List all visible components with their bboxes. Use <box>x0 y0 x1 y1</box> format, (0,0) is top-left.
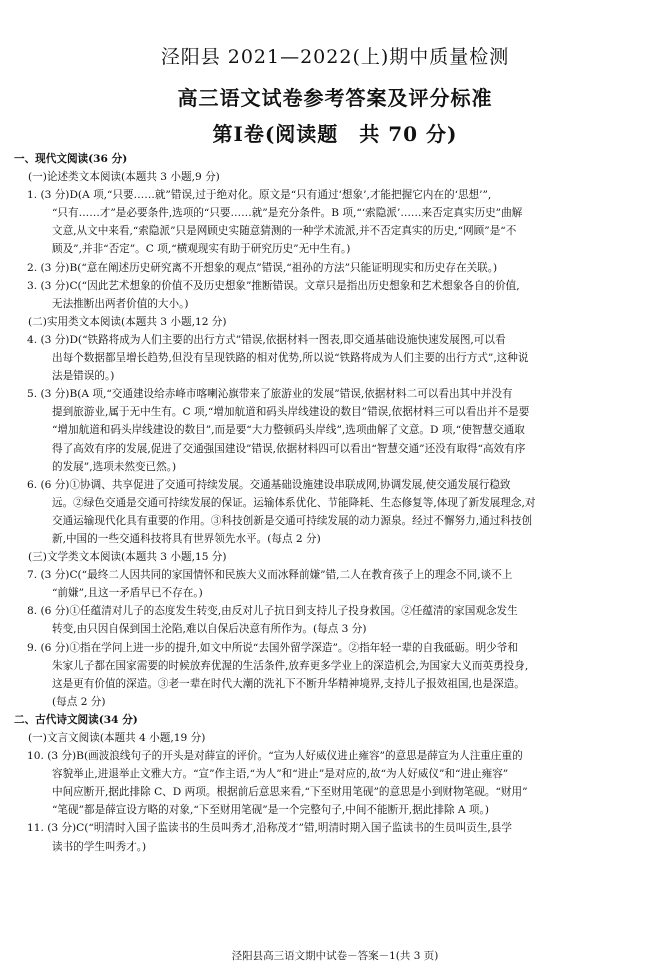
answer-line: 远。②绿色交通是交通可持续发展的保证。运输体系优化、节能降耗、生态修复等,体现了新发展理念,对 <box>52 496 536 509</box>
answer-line: 这是更有价值的深造。③老一辈在时代大潮的洗礼下不断升华精神境界,支持儿子报效祖国,也是深造。 <box>52 677 525 690</box>
answer-line: 3. (3 分)C(“因此艺术想象的价值不及历史想象”推断错误。文章只是指出历史想象和艺术想象各自的价值, <box>27 279 520 292</box>
answer-line: 7. (3 分)C(“最终二人因共同的家国情怀和民族大义而冰释前嫌”错,二人在教育孩子上的理念不同,谈不上 <box>27 569 513 582</box>
answer-line: 新,中国的一些交通科技将具有世界领先水平。(每点 2 分) <box>52 532 321 545</box>
answer-line: 提到旅游业,属于无中生有。C 项,“增加航道和码头岸线建设的数目”错误,依据材料三可以看出并不是要 <box>52 406 530 419</box>
answer-line: 法是错误的。) <box>52 370 115 383</box>
answer-line: 中间应断开,据此排除 C、D 两项。根据前后意思来看,“下至财用笔砚”的意思是小到财物笔砚。“财用” <box>52 786 528 799</box>
answer-line: 4. (3 分)D(“铁路将成为人们主要的出行方式”错误,依据材料一图表,即交通基础设施快速发展图,可以看 <box>27 333 506 346</box>
answer-line: 得了高效有序的发展,促进了交通强国建设”错误,依据材料四可以看出“智慧交通”还没有取得“高效有序 <box>52 442 526 455</box>
answer-line: 5. (3 分)B(A 项,“交通建设给赤峰市喀喇沁旗带来了旅游业的发展”错误,依据材料二可以看出其中并没有 <box>27 388 513 401</box>
answer-line: 6. (6 分)①协调、共享促进了交通可持续发展。交通基础设施建设串联成网,协调发展,使交通发展行稳致 <box>27 478 511 491</box>
answer-line: 1. (3 分)D(A 项,“只要……就”错误,过于绝对化。原文是“只有通过‘想象’,才能把握它内在的‘思想’”, <box>27 189 492 202</box>
answer-line: 顾及”,并非“否定”。C 项,“横观现实有助于研究历史”无中生有。) <box>52 243 351 256</box>
answer-line: 读书的学生叫秀才。) <box>52 840 147 853</box>
answer-line: “只有……才”是必要条件,选项的“只要……就”是充分条件。B 项,“‘索隐派’……来否定真实历史”曲解 <box>52 207 523 220</box>
answer-line: “笔砚”都是薛宣设方略的对象,“下至财用笔砚”是一个完整句子,中间不能断开,据此排除 A 项。) <box>52 804 489 817</box>
answer-line: 10. (3 分)B(画波浪线句子的开头是对薛宣的评价。“宣为人好威仪进止雍容”的意思是薛宣为人注重庄重的 <box>27 750 523 763</box>
answer-body <box>14 150 658 856</box>
exam-title: 泾阳县 2021—2022(上)期中质量检测 <box>160 46 510 68</box>
answer-line: 11. (3 分)C(“明清时入国子监读书的生员叫秀才,沿称茂才”错,明清时期入国子监读书的生员叫贡生,县学 <box>27 822 512 835</box>
document-title: 高三语文试卷参考答案及评分标准 <box>177 86 493 110</box>
section-heading: 二、古代诗文阅读(34 分) <box>14 713 138 726</box>
section-title: 第Ⅰ卷(阅读题 共 70 分) <box>212 122 458 146</box>
answer-line: 容貌举止,进退举止文雅大方。“宣”作主语,“为人”和“进止”是对应的,故“为人好威仪”和“进止雍容” <box>52 768 509 781</box>
answer-line: 转变,由只因自保到国土沦陷,难以自保后决意有所作为。(每点 3 分) <box>52 623 367 636</box>
answer-line: 文意,从文中来看,“索隐派”只是网顾史实随意猜测的一种学术流派,并不否定真实的历史,“网顾”是“不 <box>52 225 517 238</box>
subsection-heading: (一)文言文阅读(本题共 4 小题,19 分) <box>28 732 206 744</box>
answer-line: 8. (6 分)①任蕴清对儿子的态度发生转变,由反对儿子抗日到支持儿子投身救国。②任蕴清的家国观念发生 <box>27 605 518 618</box>
subsection-heading: (三)文学类文本阅读(本题共 3 小题,15 分) <box>28 551 227 564</box>
subsection-heading: (二)实用类文本阅读(本题共 3 小题,12 分) <box>28 315 227 328</box>
answer-line: 无法推断出两者价值的大小。) <box>52 297 189 310</box>
subsection-heading: (一)论述类文本阅读(本题共 3 小题,9 分) <box>28 171 220 184</box>
answer-line: “前嫌”,且这一矛盾早已不存在。) <box>52 587 203 600</box>
answer-line: 朱家儿子都在国家需要的时候放弃优渥的生活条件,放弃更多学业上的深造机会,为国家大义而英勇投身, <box>52 659 529 672</box>
answer-line: 的发展”,选项未然变已然。) <box>52 460 177 473</box>
page-footer: 泾阳县高三语文期中试卷－答案－1(共 3 页) <box>231 950 439 962</box>
answer-line: 9. (6 分)①指在学问上进一步的提升,如文中所说“去国外留学深造”。②指年轻一辈的自我砥砺。明少爷和 <box>27 641 518 654</box>
answer-line: 2. (3 分)B(“意在阐述历史研究离不开想象的观点”错误,“祖孙的方法”只能证明现实和历史存在关联。) <box>27 261 498 274</box>
answer-line: (每点 2 分) <box>52 695 106 708</box>
answer-line: 交通运输现代化具有重要的作用。③科技创新是交通可持续发展的动力源泉。经过不懈努力,通过科技创 <box>52 514 533 527</box>
section-heading: 一、现代文阅读(36 分) <box>14 153 128 165</box>
answer-line: 出每个数据都呈增长趋势,但没有呈现铁路的相对优势,所以说“铁路将成为人们主要的出行方式”,这种说 <box>52 352 529 365</box>
answer-line: “增加航道和码头岸线建设的数目”,而是要“大力整顿码头岸线”,选项曲解了文意。D 项,“使智慧交通取 <box>52 424 525 437</box>
